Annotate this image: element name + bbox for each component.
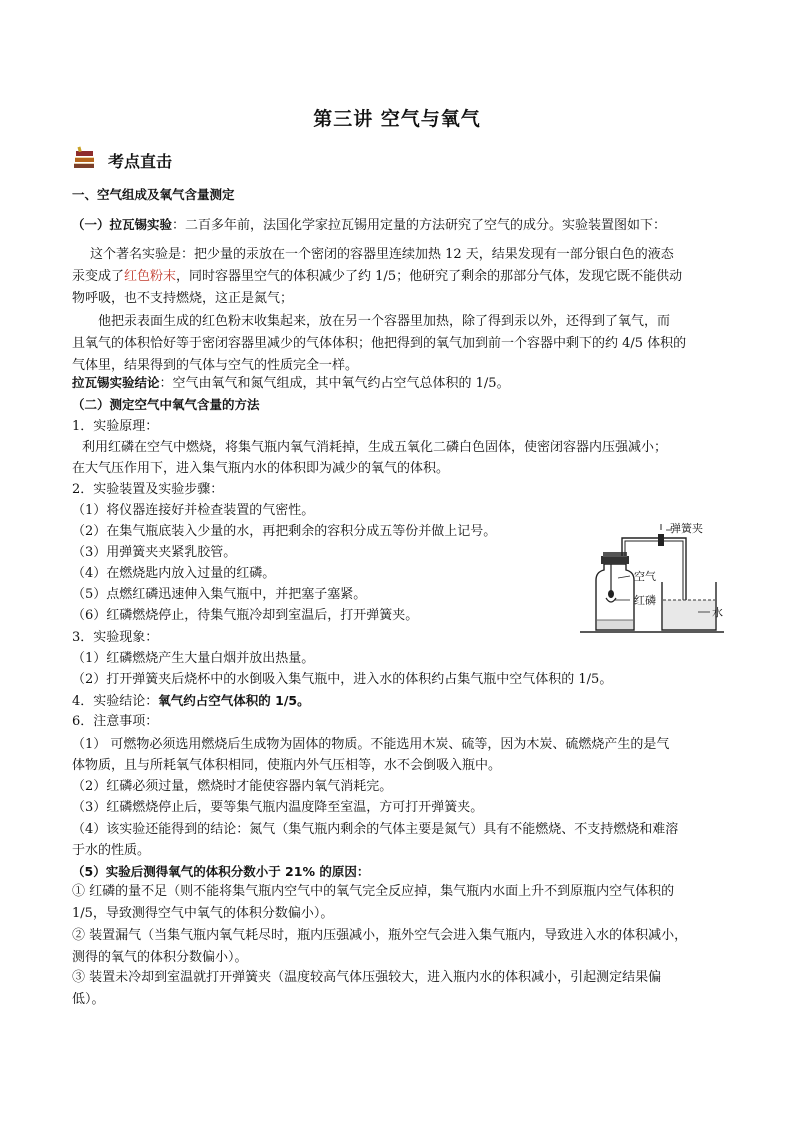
- paragraph-line: 这个著名实验是：把少量的汞放在一个密闭的容器里连续加热 12 天，结果发现有一部分银白色的液态: [90, 247, 674, 262]
- list-item: ③ 装置未冷却到室温就打开弹簧夹（温度较高气体压强较大，进入瓶内水的体积减小，引起测定结果偏: [72, 970, 662, 985]
- paragraph-line: 利用红磷在空气中燃烧，将集气瓶内氧气消耗掉，生成五氧化二磷白色固体，使密闭容器内压强减小；: [82, 440, 668, 455]
- paragraph-line: 且氧气的体积恰好等于密闭容器里减少的气体体积；他把得到的氧气加到前一个容器中剩下的约 4/5 体积的: [72, 336, 687, 351]
- list-item: （6）红磷燃烧停止，待集气瓶冷却到室温后，打开弹簧夹。: [72, 608, 419, 623]
- paragraph-line: 物呼吸，也不支持燃烧，这正是氮气；: [72, 291, 294, 306]
- phosphorus-label: 红磷: [634, 594, 656, 607]
- conclusion-bold: 氧气约占空气体积的 1/5。: [158, 693, 310, 708]
- text-span: 汞变成了: [72, 269, 125, 284]
- paragraph-line: 低）。: [72, 992, 105, 1007]
- list-item: （1）将仪器连接好并检查装置的气密性。: [72, 503, 315, 518]
- highlight-text: 红色粉末: [124, 269, 177, 284]
- list-item: （4）该实验还能得到的结论：氮气（集气瓶内剩余的气体主要是氮气）具有不能燃烧、不支持燃烧和难溶: [72, 822, 679, 837]
- list-item: （2）打开弹簧夹后烧杯中的水倒吸入集气瓶中，进入水的体积约占集气瓶中空气体积的 1/5。: [72, 672, 613, 687]
- books-icon: [72, 145, 98, 175]
- paragraph-line: 在大气压作用下，进入集气瓶内水的体积即为减少的氧气的体积。: [72, 461, 450, 476]
- list-item: （5）点燃红磷迅速伸入集气瓶中，并把塞子塞紧。: [72, 587, 367, 602]
- intro-bold: （一）拉瓦锡实验: [72, 217, 173, 232]
- list-item: （1） 可燃物必须选用燃烧后生成物为固体的物质。不能选用木炭、硫等，因为木炭、硫燃烧产生的是气: [72, 737, 670, 752]
- paragraph-line: 气体里，结果得到的气体与空气的性质完全一样。: [72, 358, 359, 373]
- paragraph-line: 于水的性质。: [72, 843, 151, 858]
- conclusion-line: [72, 691, 310, 712]
- list-item: ② 装置漏气（当集气瓶内氧气耗尽时，瓶内压强减小，瓶外空气会进入集气瓶内，导致进入水的体积减小，: [72, 928, 688, 943]
- step-heading: 1．实验原理：: [72, 419, 159, 434]
- conclusion-bold: 拉瓦锡实验结论: [72, 375, 160, 390]
- conclusion-text: ：空气由氧气和氮气组成，其中氧气约占空气总体积的 1/5。: [159, 376, 510, 391]
- paragraph-line: 1/5，导致测得空气中氧气的体积分数偏小）。: [72, 906, 334, 921]
- section-heading: （二）测定空气中氧气含量的方法: [72, 397, 260, 412]
- step-heading: 6．注意事项：: [72, 714, 159, 729]
- air-label: 空气: [634, 570, 656, 583]
- list-item: （3）红磷燃烧停止后，要等集气瓶内温度降至室温，方可打开弹簧夹。: [72, 800, 484, 815]
- list-item: （2）在集气瓶底装入少量的水，再把剩余的容积分成五等份并做上记号。: [72, 524, 497, 539]
- list-item: （2）红磷必须过量，燃烧时才能使容器内氧气消耗完。: [72, 779, 393, 794]
- text-span: ，同时容器里空气的体积减少了约 1/5；他研究了剩余的那部分气体，发现它既不能供动: [176, 269, 683, 284]
- text-span: 4．实验结论：: [72, 694, 159, 709]
- paragraph-line: 测得的氧气的体积分数偏小）。: [72, 950, 248, 965]
- list-item: （5）实验后测得氧气的体积分数小于 21% 的原因：: [72, 864, 370, 879]
- step-heading: 2．实验装置及实验步骤：: [72, 482, 224, 497]
- paragraph-line: 体物质，且与所耗氧气体积相同，使瓶内外气压相等，水不会倒吸入瓶中。: [72, 758, 502, 773]
- intro-paragraph: [72, 215, 666, 236]
- section-banner: [72, 146, 172, 174]
- list-item: （3）用弹簧夹夹紧乳胶管。: [72, 545, 237, 560]
- paragraph-line: [72, 267, 682, 287]
- section-heading: 一、空气组成及氧气含量测定: [72, 187, 235, 202]
- intro-rest: ：二百多年前，法国化学家拉瓦锡用定量的方法研究了空气的成分。实验装置图如下：: [172, 218, 667, 233]
- page-title: 第三讲 空气与氧气: [313, 108, 481, 130]
- clamp-label: 弹簧夹: [670, 522, 703, 535]
- conclusion-line: [72, 373, 510, 394]
- water-label: 水: [712, 606, 723, 619]
- apparatus-figure: [578, 520, 726, 638]
- list-item: （4）在燃烧匙内放入过量的红磷。: [72, 566, 276, 581]
- paragraph-line: 他把汞表面生成的红色粉末收集起来，放在另一个容器里加热，除了得到汞以外，还得到了氧气，而: [98, 314, 671, 329]
- kaodian-label: 考点直击: [108, 151, 173, 171]
- list-item: （1）红磷燃烧产生大量白烟并放出热量。: [72, 651, 315, 666]
- step-heading: 3．实验现象：: [72, 630, 159, 645]
- list-item: ① 红磷的量不足（则不能将集气瓶内空气中的氧气完全反应掉，集气瓶内水面上升不到原瓶内空气体积的: [72, 884, 675, 899]
